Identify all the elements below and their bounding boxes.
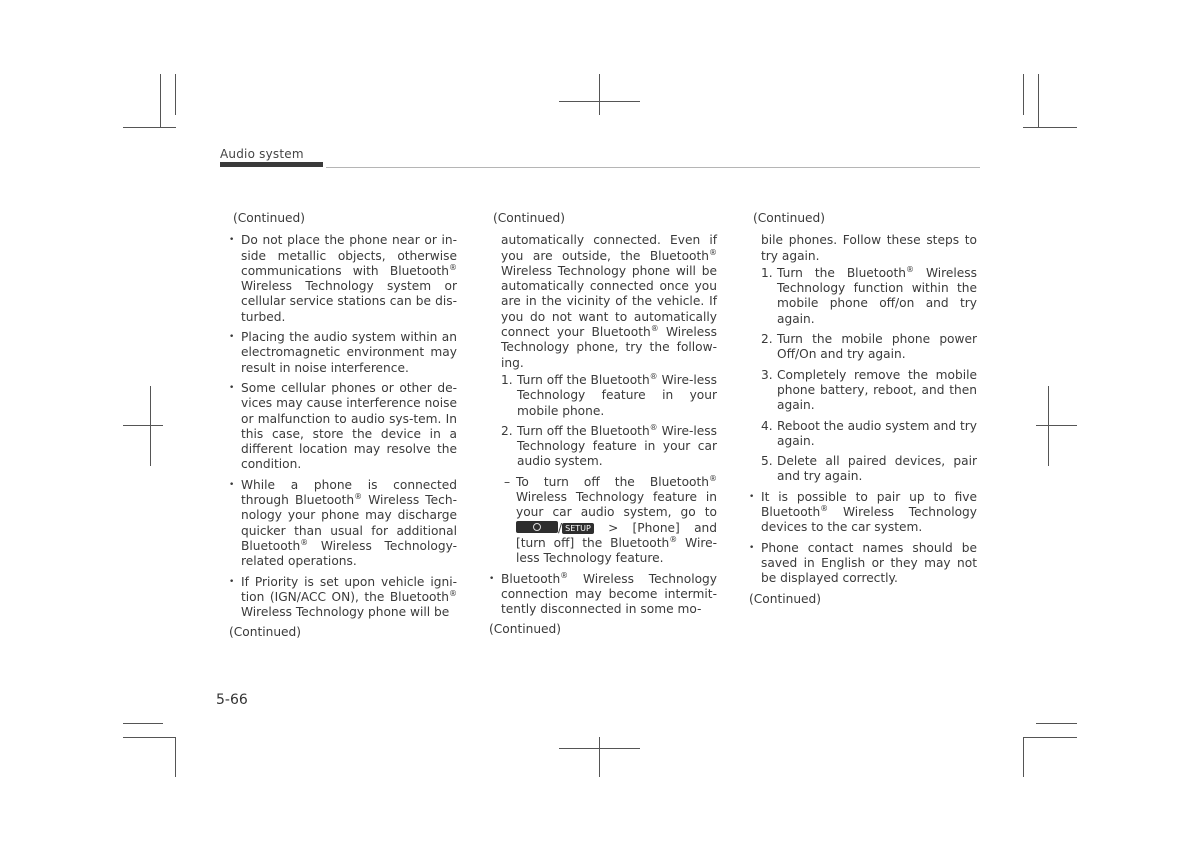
- continued-label: (Continued): [749, 591, 822, 606]
- list-item: [761, 368, 977, 414]
- step-text: Delete all paired devices, pair and try again.: [777, 454, 977, 484]
- step-text: Turn off the Bluetooth® Wire-less Technology feature in your mobile phone.: [517, 371, 717, 418]
- step-text: Reboot the audio system and try again.: [777, 418, 977, 448]
- header-rule: [326, 167, 980, 168]
- step-text: Completely remove the mobile phone battery, reboot, and then again.: [777, 367, 977, 413]
- step-number: 5.: [761, 454, 773, 469]
- list-item: • If Priority is set upon vehicle igni-tion (IGN/ACC ON), the Bluetooth® Wireless Technology phone will be: [229, 575, 457, 621]
- continued-label: (Continued): [233, 211, 306, 225]
- column-2: [489, 211, 717, 638]
- column-3: [749, 211, 977, 607]
- list-item: [761, 419, 977, 450]
- step-text: Turn the Bluetooth® Wireless Technology function within the mobile phone off/on and try again.: [777, 264, 977, 326]
- paragraph: bile phones. Follow these steps to try again.: [761, 233, 977, 263]
- page-number: 5-66: [216, 692, 248, 708]
- setup-button-icon: SETUP: [562, 523, 594, 534]
- list-item: [761, 454, 977, 485]
- paragraph: automatically connected. Even if you are outside, the Bluetooth® Wireless Technology phone will be automatically connected once you are in the vicinity of the vehicle. If you do not want to automatically connect your Bluetooth® Wireless Technology phone, try the follow-ing.: [501, 233, 717, 370]
- step-number: 1.: [761, 265, 773, 280]
- list-item: • While a phone is connected through Bluetooth® Wireless Tech-nology your phone may discharge quicker than usual for additional Bluetooth® Wireless Technology-related operations.: [229, 478, 457, 570]
- list-item: • Some cellular phones or other de-vices may cause interference noise or malfunction to audio sys-tem. In this case, store the device in a different location may resolve the condition.: [229, 381, 457, 473]
- list-item: • It is possible to pair up to five Bluetooth® Wireless Technology devices to the car system.: [749, 490, 977, 536]
- column-1: [229, 211, 457, 641]
- list-item: • Placing the audio system within an electromagnetic environment may result in noise interference.: [229, 330, 457, 376]
- step-number: 3.: [761, 367, 773, 382]
- settings-button-icon: [516, 521, 558, 533]
- dash-text: > [Phone] and [turn off] the Bluetooth® Wire-less Technology feature.: [516, 520, 718, 566]
- continued-label: (Continued): [493, 211, 566, 225]
- dash-text: To turn off the Bluetooth® Wireless Technology feature in your car audio system, go to: [516, 473, 717, 520]
- list-item: [761, 332, 977, 363]
- list-item: • Do not place the phone near or in-side metallic objects, otherwise communications with Bluetooth® Wireless Technology system or cellular service stations can be dis-turbed.: [229, 233, 457, 325]
- list-item: [761, 266, 977, 327]
- step-number: 2.: [761, 332, 773, 347]
- step-number: 4.: [761, 418, 773, 433]
- continued-label: (Continued): [753, 211, 826, 225]
- step-number: 2.: [501, 423, 513, 438]
- list-item: [501, 424, 717, 470]
- step-number: 1.: [501, 372, 513, 387]
- continued-label: (Continued): [229, 625, 302, 640]
- step-text: Turn off the Bluetooth® Wire-less Technology feature in your car audio system.: [517, 422, 717, 469]
- header-bar: [220, 162, 323, 167]
- list-item: [501, 373, 717, 419]
- list-item: • Phone contact names should be saved in English or they may not be displayed correctly.: [749, 541, 977, 587]
- section-title: Audio system: [220, 147, 304, 161]
- list-item: – To turn off the Bluetooth® Wireless Technology feature in your car audio system, go to / SETUP > [Phone] and [turn off] the Bluetooth® Wire-less Technology feature.: [501, 475, 717, 567]
- step-text: Turn the mobile phone power Off/On and try again.: [777, 332, 977, 362]
- continued-label: (Continued): [489, 622, 562, 637]
- list-item: • Bluetooth® Wireless Technology connection may become intermit-tently disconnected in some mo-: [489, 572, 717, 618]
